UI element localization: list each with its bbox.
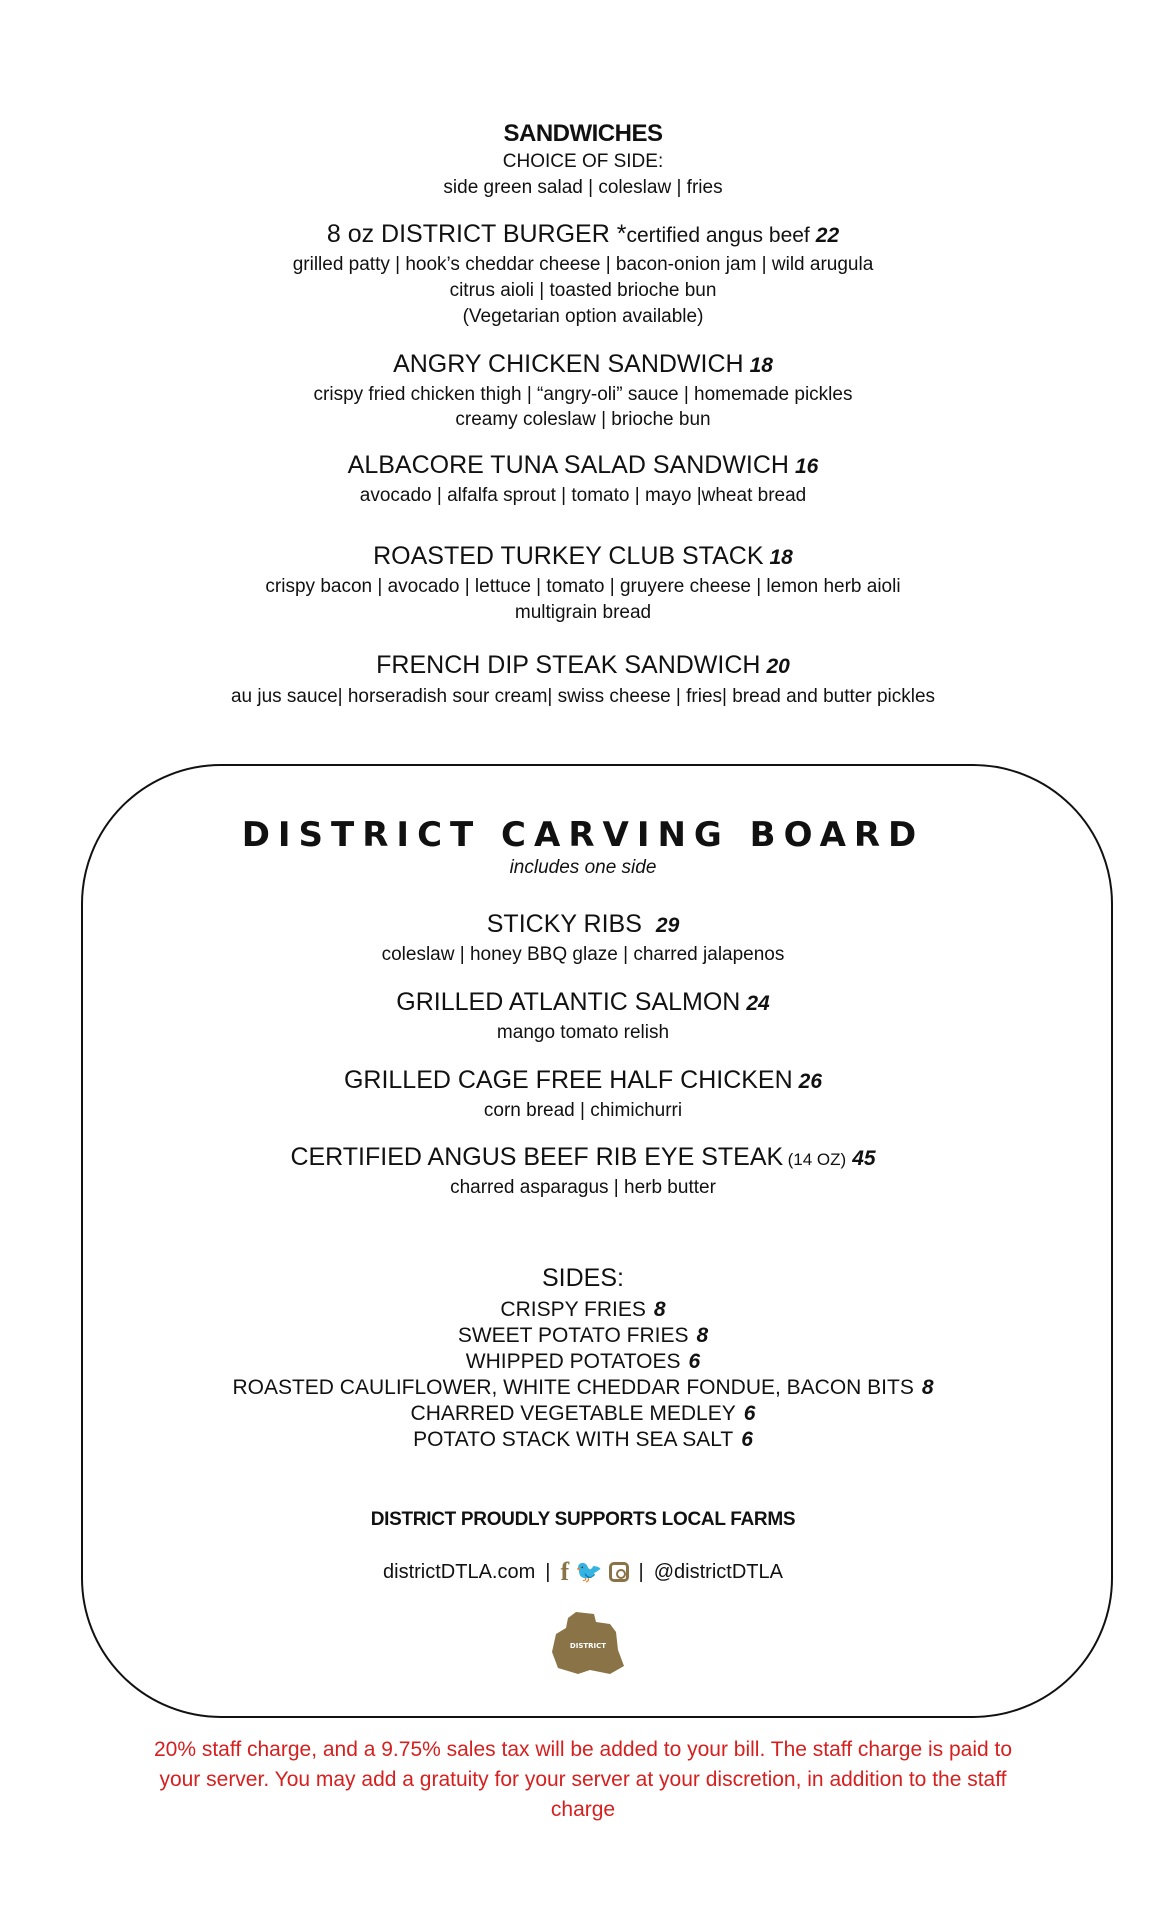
item-price: 24 bbox=[746, 992, 770, 1015]
item-desc: creamy coleslaw | brioche bun bbox=[455, 409, 711, 430]
item-desc: multigrain bread bbox=[514, 602, 652, 623]
item-name: 8 oz DISTRICT BURGER * bbox=[326, 220, 627, 248]
side-name: SWEET POTATO FRIES bbox=[457, 1324, 689, 1347]
item-desc: citrus aioli | toasted brioche bun bbox=[449, 280, 717, 301]
menu-item-rib-eye bbox=[0, 1143, 1166, 1172]
side-price: 8 bbox=[653, 1298, 666, 1321]
side-price: 8 bbox=[921, 1376, 934, 1399]
item-desc: coleslaw | honey BBQ glaze | charred jalapenos bbox=[381, 944, 785, 965]
item-name: GRILLED CAGE FREE HALF CHICKEN bbox=[343, 1066, 793, 1094]
side-price: 8 bbox=[696, 1324, 709, 1347]
sandwiches-title: SANDWICHES bbox=[503, 120, 663, 147]
item-name: ROASTED TURKEY CLUB STACK bbox=[373, 542, 764, 570]
item-desc: crispy fried chicken thigh | “angry-oli” sauce | homemade pickles bbox=[313, 384, 853, 405]
side-name: POTATO STACK WITH SEA SALT bbox=[413, 1428, 734, 1451]
item-name: STICKY RIBS bbox=[486, 910, 642, 938]
item-note: certified angus beef bbox=[626, 224, 810, 247]
side-price: 6 bbox=[743, 1402, 756, 1425]
item-desc: crispy bacon | avocado | lettuce | tomato | gruyere cheese | lemon herb aioli bbox=[265, 576, 901, 597]
item-desc: charred asparagus | herb butter bbox=[450, 1177, 716, 1198]
social-handle[interactable]: @districtDTLA bbox=[653, 1560, 783, 1583]
side-name: ROASTED CAULIFLOWER, WHITE CHEDDAR FONDUE, BACON BITS bbox=[232, 1376, 914, 1399]
separator: | bbox=[545, 1560, 551, 1583]
item-name: ALBACORE TUNA SALAD SANDWICH bbox=[347, 451, 789, 479]
item-desc: avocado | alfalfa sprout | tomato | mayo |wheat bread bbox=[359, 485, 807, 506]
item-price: 16 bbox=[794, 455, 819, 478]
side-name: CRISPY FRIES bbox=[500, 1298, 646, 1321]
item-desc: au jus sauce| horseradish sour cream| swiss cheese | fries| bread and butter pickles bbox=[230, 686, 936, 707]
menu-item-tuna-salad bbox=[0, 451, 1166, 480]
social-row bbox=[0, 1557, 1166, 1587]
website-link[interactable]: districtDTLA.com bbox=[383, 1560, 536, 1583]
item-price: 26 bbox=[798, 1070, 823, 1093]
facebook-icon[interactable]: f bbox=[560, 1557, 570, 1586]
district-logo bbox=[550, 1610, 626, 1676]
side-choice-options: side green salad | coleslaw | fries bbox=[443, 177, 723, 198]
side-item bbox=[0, 1375, 1166, 1401]
side-choice-label: CHOICE OF SIDE: bbox=[502, 151, 664, 172]
menu-item-french-dip bbox=[0, 651, 1166, 680]
item-desc: corn bread | chimichurri bbox=[483, 1100, 683, 1121]
item-price: 18 bbox=[749, 354, 773, 377]
side-name: WHIPPED POTATOES bbox=[465, 1350, 681, 1373]
social-icons bbox=[560, 1557, 628, 1587]
item-price: 22 bbox=[815, 224, 840, 247]
menu-item-turkey-club bbox=[0, 542, 1166, 571]
sides-title: SIDES: bbox=[542, 1264, 624, 1292]
item-desc: mango tomato relish bbox=[496, 1022, 670, 1043]
item-price: 18 bbox=[769, 546, 793, 569]
item-desc: (Vegetarian option available) bbox=[462, 306, 704, 327]
item-name: GRILLED ATLANTIC SALMON bbox=[396, 988, 741, 1016]
item-price: 29 bbox=[655, 914, 680, 937]
carving-board-subtitle: includes one side bbox=[509, 857, 657, 878]
carving-board-title: DISTRICT CARVING BOARD bbox=[241, 815, 925, 855]
side-item bbox=[0, 1427, 1166, 1453]
side-item bbox=[0, 1297, 1166, 1323]
item-desc: grilled patty | hook’s cheddar cheese | bacon-onion jam | wild arugula bbox=[292, 254, 874, 275]
side-item bbox=[0, 1401, 1166, 1427]
side-item bbox=[0, 1349, 1166, 1375]
menu-item-sticky-ribs bbox=[0, 910, 1166, 939]
staff-charge-notice: 20% staff charge, and a 9.75% sales tax will be added to your bill. The staff charge is paid to your server. You may add a gratuity for your server at your discretion, in addition to the staff charge bbox=[153, 1738, 1013, 1821]
separator: | bbox=[638, 1560, 644, 1583]
item-name: ANGRY CHICKEN SANDWICH bbox=[393, 350, 744, 378]
twitter-icon[interactable]: 🐦 bbox=[575, 1559, 603, 1584]
side-price: 6 bbox=[688, 1350, 701, 1373]
item-size: (14 OZ) bbox=[787, 1150, 847, 1169]
side-name: CHARRED VEGETABLE MEDLEY bbox=[410, 1402, 736, 1425]
local-farms-line: DISTRICT PROUDLY SUPPORTS LOCAL FARMS bbox=[370, 1509, 796, 1530]
menu-item-atlantic-salmon bbox=[0, 988, 1166, 1017]
menu-item-half-chicken bbox=[0, 1066, 1166, 1095]
menu-item-district-burger bbox=[0, 220, 1166, 249]
side-item bbox=[0, 1323, 1166, 1349]
item-price: 45 bbox=[852, 1147, 876, 1170]
item-price: 20 bbox=[766, 655, 790, 678]
menu-item-angry-chicken bbox=[0, 350, 1166, 379]
logo-text: DISTRICT bbox=[569, 1642, 607, 1650]
item-name: FRENCH DIP STEAK SANDWICH bbox=[376, 651, 761, 679]
item-name: CERTIFIED ANGUS BEEF RIB EYE STEAK bbox=[290, 1143, 784, 1171]
side-price: 6 bbox=[741, 1428, 753, 1451]
instagram-icon[interactable] bbox=[609, 1562, 629, 1582]
